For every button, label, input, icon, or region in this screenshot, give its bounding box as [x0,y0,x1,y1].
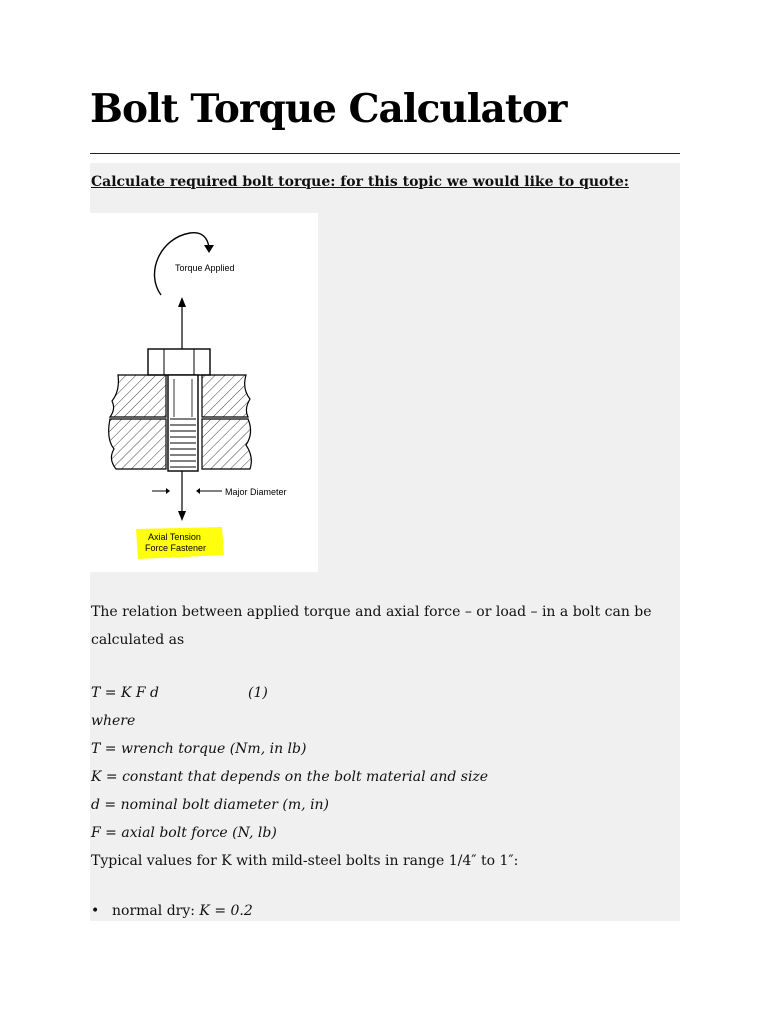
intro-line-1: The relation between applied torque and axial force – or load – in a bolt can be [91,604,652,620]
bullet-label: normal dry: [112,903,200,919]
page-title: Bolt Torque Calculator [90,86,567,132]
up-arrowhead [178,297,186,307]
axial-tension-label: Axial Tension [148,532,201,542]
definition-diameter: d = nominal bolt diameter (m, in) [91,797,330,813]
top-plate [110,375,166,417]
list-item [91,903,253,919]
definition-constant: K = constant that depends on the bolt material and size [91,769,489,785]
where-label: where [91,713,136,729]
torque-arrowhead [204,245,214,253]
bolt-head [148,349,210,375]
force-fastener-label: Force Fastener [145,543,207,553]
down-arrowhead [178,511,186,521]
bottom-plate [109,419,166,469]
title-divider [90,153,680,154]
torque-applied-label: Torque Applied [175,263,235,273]
section-subheading: Calculate required bolt torque: for this topic we would like to quote: [91,174,629,190]
typical-values-line: Typical values for K with mild-steel bolts in range 1/4″ to 1″: [91,853,519,869]
intro-line-2: calculated as [91,632,185,648]
bolt-diagram [90,213,318,572]
definition-torque: T = wrench torque (Nm, in lb) [91,741,307,757]
major-diameter-label: Major Diameter [225,487,287,497]
torque-equation: T = K F d (1) [91,685,268,701]
definition-force: F = axial bolt force (N, lb) [91,825,277,841]
bullet-value: K = 0.2 [199,903,253,919]
bullet-marker: • [91,903,100,919]
bolt-shank [168,375,198,471]
